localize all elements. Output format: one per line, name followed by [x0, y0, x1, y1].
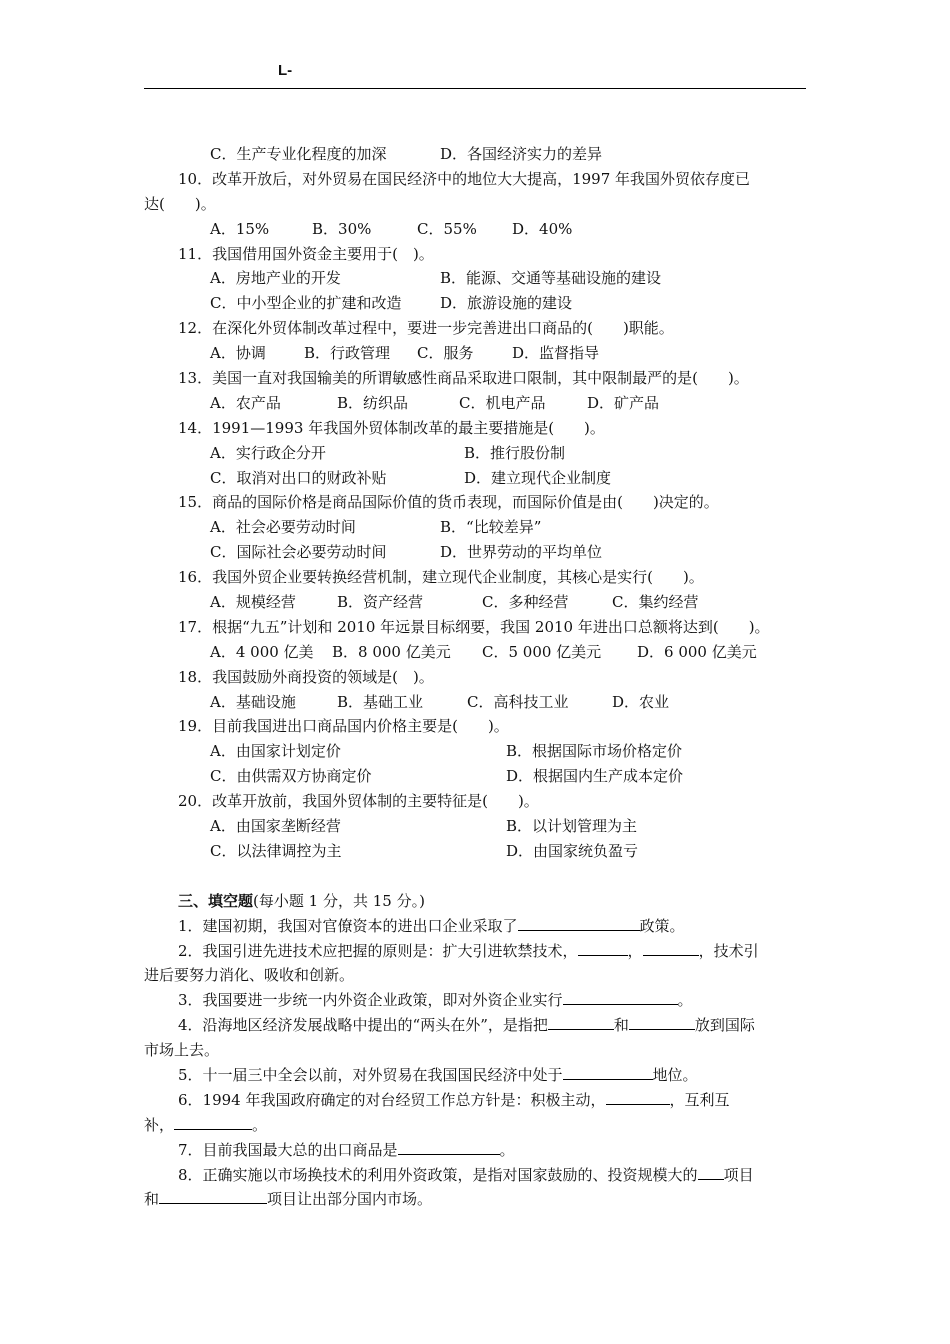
option-c: C．多种经营	[482, 593, 569, 612]
option-b: B．根据国际市场价格定价	[506, 742, 683, 761]
fill-text: 1．建国初期，我国对官僚资本的进出口企业采取了	[178, 916, 518, 935]
option-c: C．中小型企业的扩建和改造	[210, 294, 402, 313]
question-stem: 18．我国鼓励外商投资的领域是( )。	[178, 667, 434, 686]
fill-text: ，技术引	[698, 941, 759, 960]
fill-text: 项目让出部分国内市场。	[267, 1190, 433, 1209]
q9-option-c: C．生产专业化程度的加深	[210, 145, 387, 163]
option-b: B．以计划管理为主	[506, 817, 638, 836]
answer-blank[interactable]	[606, 1089, 670, 1105]
fill-text: 政策。	[639, 916, 685, 935]
option-c: C．服务	[417, 344, 474, 363]
question-stem-continued: 达( )。	[144, 194, 216, 213]
option-b: B．纺织品	[337, 393, 409, 412]
option-b: B．行政管理	[304, 344, 391, 363]
option-a: A．规模经营	[210, 593, 296, 612]
fill-text: 补，	[144, 1115, 175, 1134]
option-a: A．基础设施	[210, 692, 296, 711]
option-b: B．能源、交通等基础设施的建设	[440, 269, 662, 288]
option-b: B．“比较差异”	[440, 518, 542, 537]
q9-options-cd	[144, 142, 808, 167]
option-a: A．社会必要劳动时间	[210, 518, 356, 537]
option-d: D．监督指导	[512, 344, 600, 363]
fill-text: 项目	[723, 1165, 754, 1184]
question-stem: 15．商品的国际价格是商品国际价值的货币表现，而国际价值是由( )决定的。	[178, 493, 719, 512]
question-options	[144, 466, 808, 491]
option-d: C．集约经营	[612, 593, 699, 612]
option-c: C．由供需双方协商定价	[210, 767, 372, 786]
question-stem: 19．目前我国进出口商品国内价格主要是( )。	[178, 717, 509, 736]
answer-blank[interactable]	[578, 940, 628, 956]
question-options	[144, 739, 808, 764]
option-c: C．55%	[417, 219, 477, 238]
question-stem: 20．改革开放前，我国外贸体制的主要特征是( )。	[178, 792, 539, 811]
fill-text: 5．十一届三中全会以前，对外贸易在我国国民经济中处于	[178, 1065, 563, 1084]
fill-item	[144, 1013, 808, 1038]
question-options	[144, 590, 808, 615]
option-a: A．由国家计划定价	[210, 742, 341, 761]
answer-blank[interactable]	[563, 1064, 653, 1080]
page-content	[144, 142, 808, 1212]
fill-item-continued	[144, 1187, 808, 1212]
question-options	[144, 341, 808, 366]
fill-item	[144, 914, 808, 939]
question-options	[144, 814, 808, 839]
option-d: D．由国家统负盈亏	[506, 841, 639, 860]
fill-item	[144, 988, 808, 1013]
question-options	[144, 839, 808, 864]
option-a: A．农产品	[210, 393, 281, 412]
option-b: B．推行股份制	[464, 443, 566, 462]
answer-blank[interactable]	[698, 1164, 724, 1180]
option-b: B．8 000 亿美元	[332, 642, 451, 661]
section-heading	[144, 889, 808, 914]
option-c: C．5 000 亿美元	[482, 642, 602, 661]
section-note: (每小题 1 分，共 15 分。)	[253, 891, 425, 910]
fill-text: 7．目前我国最大总的出口商品是	[178, 1140, 398, 1159]
question-options	[144, 515, 808, 540]
answer-blank[interactable]	[398, 1139, 500, 1155]
option-d: D．6 000 亿美元	[637, 642, 757, 661]
option-c: C．高科技工业	[467, 692, 569, 711]
fill-text: ，	[627, 941, 643, 960]
answer-blank[interactable]	[629, 1014, 695, 1030]
option-a: A．由国家垄断经营	[210, 817, 341, 836]
option-d: D．农业	[612, 692, 670, 711]
option-a: A．房地产业的开发	[210, 269, 341, 288]
q9-option-d: D．各国经济实力的差异	[440, 145, 603, 163]
fill-item	[144, 939, 808, 964]
fill-text: 8．正确实施以市场换技术的利用外资政策，是指对国家鼓励的、投资规模大的	[178, 1165, 698, 1184]
option-d: D．40%	[512, 219, 573, 238]
question-options	[144, 441, 808, 466]
fill-item	[144, 1088, 808, 1113]
option-c: C．取消对出口的财政补贴	[210, 468, 387, 487]
fill-text: 地位。	[652, 1065, 698, 1084]
question-options	[144, 540, 808, 565]
fill-item	[144, 1163, 808, 1188]
option-d: D．矿产品	[587, 393, 660, 412]
option-b: B．基础工业	[337, 692, 424, 711]
option-b: B．30%	[312, 219, 372, 238]
question-stem: 12．在深化外贸体制改革过程中，要进一步完善进出口商品的( )职能。	[178, 319, 674, 338]
fill-text: 和	[144, 1190, 160, 1209]
answer-blank[interactable]	[563, 989, 678, 1005]
fill-item-continued	[144, 1113, 808, 1138]
option-d: D．建立现代企业制度	[464, 468, 612, 487]
fill-item	[144, 1138, 808, 1163]
option-c: C．机电产品	[459, 393, 546, 412]
question-stem: 14．1991—1993 年我国外贸体制改革的最主要措施是( )。	[178, 418, 605, 437]
answer-blank[interactable]	[643, 940, 699, 956]
question-stem: 13．美国一直对我国输美的所谓敏感性商品采取进口限制，其中限制最严的是( )。	[178, 369, 749, 388]
question-options	[144, 291, 808, 316]
fill-item-continued: 市场上去。	[144, 1041, 220, 1060]
fill-text: 。	[252, 1115, 268, 1134]
answer-blank[interactable]	[548, 1014, 614, 1030]
question-stem: 11．我国借用国外资金主要用于( )。	[178, 244, 434, 263]
fill-item	[144, 1063, 808, 1088]
option-d: D．旅游设施的建设	[440, 294, 573, 313]
fill-text: ，互利互	[669, 1090, 730, 1109]
answer-blank[interactable]	[518, 915, 640, 931]
answer-blank[interactable]	[174, 1114, 252, 1130]
fill-text: 4．沿海地区经济发展战略中提出的“两头在外”，是指把	[178, 1016, 548, 1035]
question-stem: 17．根据“九五”计划和 2010 年远景目标纲要，我国 2010 年进出口总额将达到( )。	[178, 617, 770, 636]
question-options	[144, 690, 808, 715]
fill-item-continued: 进后要努力消化、吸收和创新。	[144, 966, 355, 985]
option-a: A．实行政企分开	[210, 443, 326, 462]
fill-text: 。	[499, 1140, 515, 1159]
fill-text: 3．我国要进一步统一内外资企业政策，即对外资企业实行	[178, 991, 563, 1010]
question-options	[144, 640, 808, 665]
option-d: D．根据国内生产成本定价	[506, 767, 684, 786]
question-options	[144, 217, 808, 242]
option-a: A．协调	[210, 344, 266, 363]
question-options	[144, 266, 808, 291]
question-stem: 16．我国外贸企业要转换经营机制，建立现代企业制度，其核心是实行( )。	[178, 568, 704, 587]
option-a: A．15%	[210, 219, 270, 238]
option-d: D．世界劳动的平均单位	[440, 543, 603, 562]
fill-text: 6．1994 年我国政府确定的对台经贸工作总方针是：积极主动，	[178, 1090, 606, 1109]
header-rule	[144, 88, 806, 89]
fill-text: 。	[677, 991, 693, 1010]
fill-text: 2．我国引进先进技术应把握的原则是：扩大引进软禁技术，	[178, 941, 578, 960]
fill-text: 和	[613, 1016, 629, 1035]
option-c: C．以法律调控为主	[210, 841, 342, 860]
fill-text: 放到国际	[694, 1016, 755, 1035]
option-b: B．资产经营	[337, 593, 424, 612]
question-options	[144, 764, 808, 789]
header-mark: L-	[278, 62, 293, 79]
section-title: 三、填空题	[178, 891, 254, 910]
option-a: A．4 000 亿美	[210, 642, 314, 661]
question-options	[144, 391, 808, 416]
question-stem: 10．改革开放后，对外贸易在国民经济中的地位大大提高，1997 年我国外贸依存度已	[178, 169, 751, 188]
option-c: C．国际社会必要劳动时间	[210, 543, 387, 562]
answer-blank[interactable]	[159, 1188, 267, 1204]
section-gap	[144, 864, 808, 889]
